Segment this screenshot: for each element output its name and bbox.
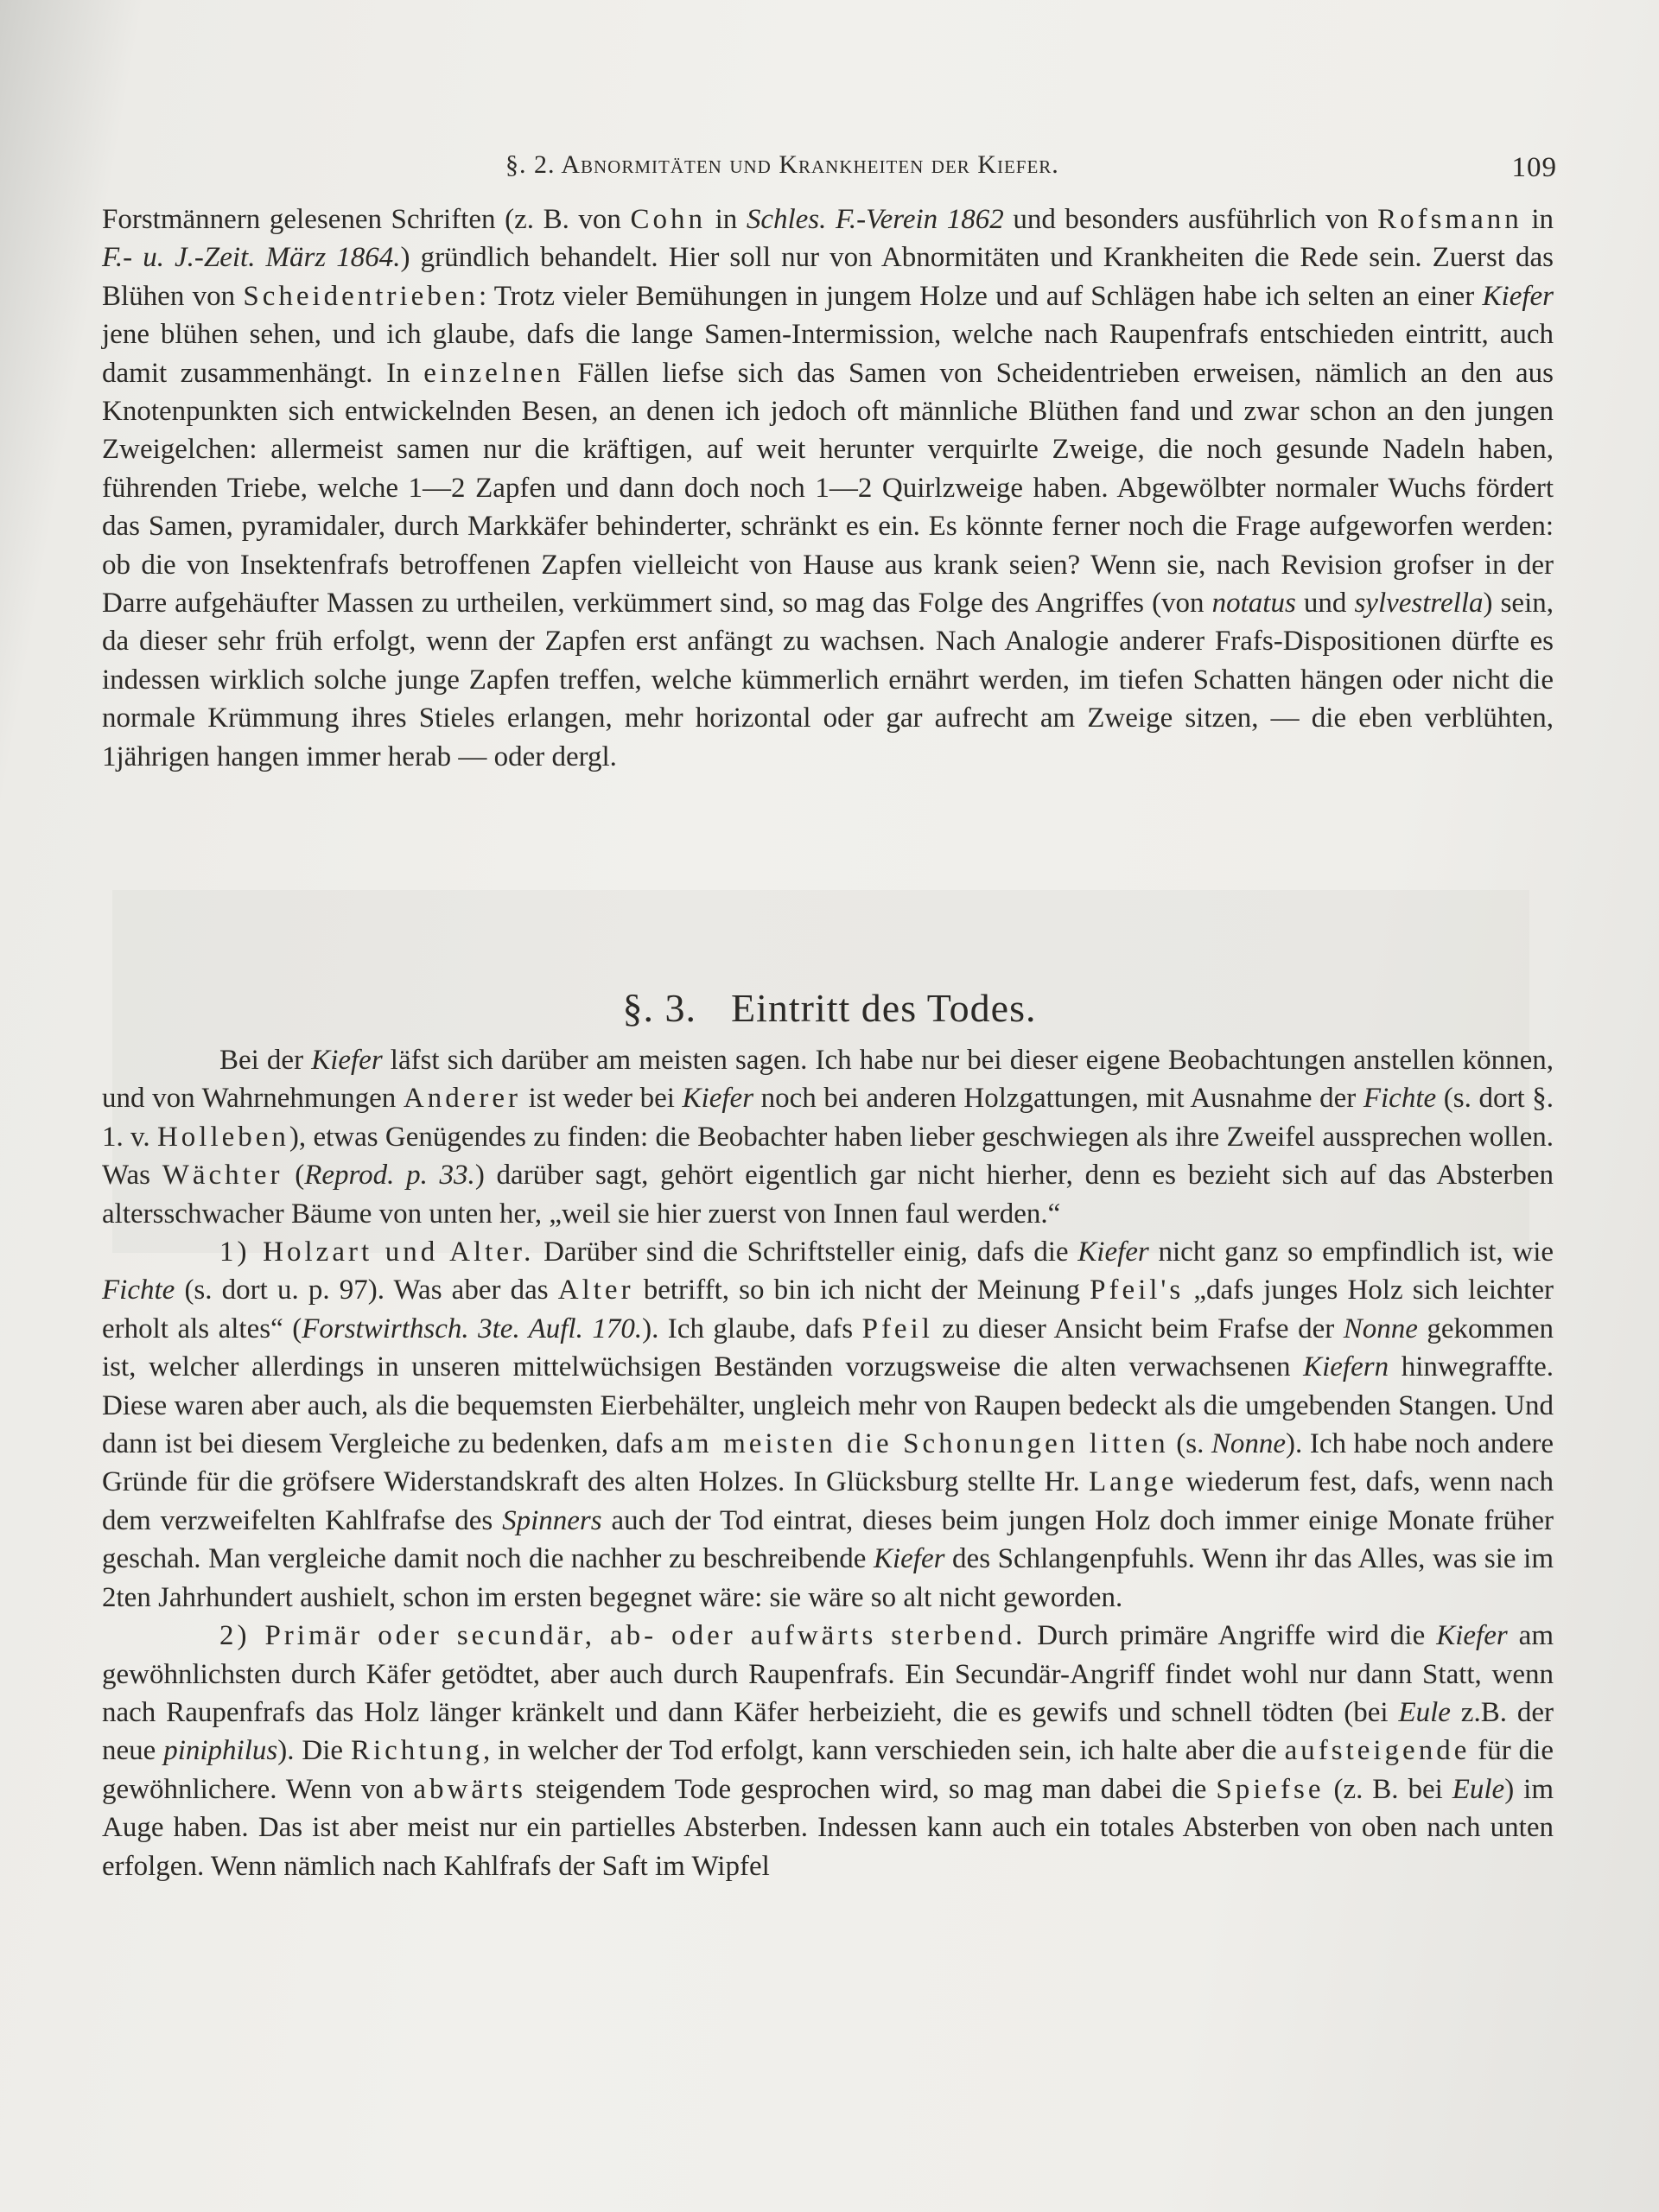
term-notatus: notatus bbox=[1211, 588, 1296, 620]
name-rossmann: Rofsmann bbox=[1377, 204, 1522, 235]
text-run: Durch primäre Angriffe wird die bbox=[1026, 1620, 1437, 1652]
text-run: ) darüber sagt, gehört eigentlich gar nicht hierher, denn es bezieht sich auf das Absterben altersschwacher Bäume von unten her, „weil sie hier zuerst von Innen faul werden.“ bbox=[102, 1160, 1554, 1230]
section-number: §. 3. bbox=[622, 986, 696, 1030]
reference: Forstwirthsch. 3te. Aufl. 170. bbox=[302, 1313, 643, 1344]
text-run: (s. dort u. p. 97). Was aber das bbox=[175, 1274, 558, 1306]
text-run: noch bei anderen Holzgattungen, mit Ausnahme der bbox=[753, 1083, 1363, 1115]
text-run: ). Ich glaube, dafs bbox=[642, 1313, 862, 1344]
name-lange: Lange bbox=[1088, 1466, 1178, 1498]
text-run: gekommen ist, welcher allerdings in unseren mittelwüchsigen Beständen vorzugsweise die alten verwachsenen bbox=[102, 1313, 1554, 1383]
term-anderer: Anderer bbox=[403, 1083, 521, 1115]
running-title: §. 2. Abnormitäten und Krankheiten der Kiefer. bbox=[505, 150, 1059, 179]
term-spinners: Spinners bbox=[502, 1504, 602, 1536]
term-kiefer: Kiefer bbox=[311, 1045, 383, 1076]
section-heading bbox=[0, 985, 1659, 1031]
paragraph bbox=[102, 1041, 1554, 1233]
text-run: z.B. der neue bbox=[102, 1696, 1554, 1767]
text-run: ) sein, da dieser sehr früh erfolgt, wenn der Zapfen erst anfängt zu wachsen. Nach Analogie anderer Frafs-Dispositionen dürfte es indessen wirklich solche junge Zapfen treffen, welche kümmerlich ernährt werden, im tiefen Schatten hängen oder nicht die normale Krümmung ihres Stieles erlangen, mehr horizontal oder gar aufrecht am Zweige sitzen, — die eben verblühten, 1jährigen hangen immer herab — oder dergl. bbox=[102, 588, 1554, 772]
subsection-label: 1) Holzart und Alter. bbox=[219, 1236, 535, 1268]
subsection-label: 2) Primär oder secundär, ab- oder aufwärts sterbend. bbox=[219, 1620, 1027, 1652]
term-eule: Eule bbox=[1452, 1773, 1505, 1805]
text-run: und bbox=[1295, 588, 1355, 620]
text-run: hinwegraffte. Diese waren aber auch, als die bequemsten Eierbehälter, ungleich mehr von Raupen bedeckt als die umgebenden Stangen. Und dann ist bei diesem Vergleiche zu bedenken, dafs bbox=[102, 1351, 1554, 1460]
text-run: ), etwas Genügendes zu finden: die Beobachter haben lieber geschwiegen als ihre Zweifel aussprechen wollen. Was bbox=[102, 1121, 1554, 1192]
text-run: nicht ganz so empfindlich ist, wie bbox=[1148, 1236, 1554, 1268]
text-run: Forstmännern gelesenen Schriften (z. B. von bbox=[102, 204, 631, 235]
text-run: zu dieser Ansicht beim Frafse der bbox=[932, 1313, 1344, 1344]
text-run: Fällen liefse sich das Samen von Scheidentrieben erweisen, nämlich an den aus Knotenpunkten sich entwickelnden Besen, an denen ich jedoch oft männliche Blüthen fand und zwar schon an den jungen Zweigelchen: allermeist samen nur die kräftigen, auf weit herunter verquirlte Zweige, die noch gesunde Nadeln haben, führenden Triebe, welche 1—2 Zapfen und dann doch noch 1—2 Quirlzweige haben. Abgewölbter normaler Wuchs fördert das Samen, pyramidaler, durch Markkäfer behinderter, schränkt es ein. Es könnte ferner noch die Frage aufgeworfen werden: ob die von Insektenfrafs betroffenen Zapfen vielleicht von Hause aus krank seien? Wenn sie, nach Revision grofser in der Darre aufgehäufter Massen zu urtheilen, verkümmert sind, so mag das Folge des Angriffes (von bbox=[102, 357, 1554, 620]
text-run: Darüber sind die Schriftsteller einig, dafs die bbox=[534, 1236, 1078, 1268]
term-scheidentrieben: Scheidentrieben bbox=[243, 280, 479, 312]
reference: Schles. F.-Verein 1862 bbox=[746, 204, 1004, 235]
text-run: ) gründlich behandelt. Hier soll nur von Abnormitäten und Krankheiten die Rede sein. Zuerst das Blühen von bbox=[102, 242, 1554, 312]
text-run: jene blühen sehen, und ich glaube, dafs die lange Samen-Intermission, welche nach Raupenfrafs entschieden eintritt, auch damit zusammenhängt. In bbox=[102, 319, 1554, 389]
text-run: (s. dort §. 1. v. bbox=[102, 1083, 1554, 1153]
continuation-paragraph bbox=[102, 200, 1554, 776]
emphasis-schonungen: am meisten die Schonungen litten bbox=[671, 1428, 1169, 1460]
term-kiefer: Kiefer bbox=[1077, 1236, 1149, 1268]
running-header bbox=[505, 145, 1557, 188]
text-run: ). Die bbox=[277, 1735, 351, 1767]
name-holleben: Holleben bbox=[156, 1121, 289, 1153]
text-run: „dafs junges Holz sich leichter erholt als altes“ ( bbox=[102, 1274, 1554, 1344]
text-run: Bei der bbox=[219, 1045, 312, 1076]
term-aufsteigende: aufsteigende bbox=[1284, 1735, 1471, 1767]
text-run: läfst sich darüber am meisten sagen. Ich habe nur bei dieser eigene Beobachtungen anstellen können, und von Wahrnehmungen bbox=[102, 1045, 1554, 1115]
term-fichte: Fichte bbox=[1363, 1083, 1437, 1115]
paragraph bbox=[102, 1233, 1554, 1617]
name-cohn: Cohn bbox=[630, 204, 706, 235]
text-run: in bbox=[706, 204, 747, 235]
term-fichte: Fichte bbox=[102, 1274, 175, 1306]
paragraph bbox=[102, 1617, 1554, 1885]
term-sylvestrella: sylvestrella bbox=[1354, 588, 1484, 620]
name-pfeil: Pfeil bbox=[861, 1313, 933, 1344]
term-kiefern: Kiefern bbox=[1303, 1351, 1389, 1383]
term-nonne: Nonne bbox=[1211, 1428, 1287, 1460]
reference: Reprod. p. 33. bbox=[304, 1160, 475, 1192]
text-run: auch der Tod eintrat, dieses beim jungen Holz doch immer einige Monate früher geschah. Man vergleiche damit noch die nachher zu beschreibende bbox=[102, 1504, 1554, 1575]
text-run: ( bbox=[283, 1160, 305, 1192]
name-waechter: Wächter bbox=[162, 1160, 283, 1192]
term-kiefer: Kiefer bbox=[1436, 1620, 1508, 1652]
section-title: Eintritt des Todes. bbox=[730, 986, 1037, 1030]
text-run: ist weder bei bbox=[520, 1083, 683, 1115]
term-piniphilus: piniphilus bbox=[163, 1735, 278, 1767]
text-run: (s. bbox=[1168, 1428, 1211, 1460]
term-kiefer: Kiefer bbox=[873, 1543, 945, 1575]
section-3-body bbox=[102, 1041, 1554, 1885]
term-kiefer: Kiefer bbox=[1482, 280, 1554, 312]
text-run: ) im Auge haben. Das ist aber meist nur ein partielles Absterben. Indessen kann auch ein totales Absterben von oben nach unten erfolgen. Wenn nämlich nach Kahlfrafs der Saft im Wipfel bbox=[102, 1773, 1554, 1882]
text-run: ). Ich habe noch andere Gründe für die gröfsere Widerstandskraft des alten Holzes. In Glücksburg stellte Hr. bbox=[102, 1428, 1554, 1498]
text-run: wiederum fest, dafs, wenn nach dem verzweifelten Kahlfrafse des bbox=[102, 1466, 1554, 1536]
text-run: für die gewöhnlichere. Wenn von bbox=[102, 1735, 1554, 1805]
text-run: in bbox=[1522, 204, 1554, 235]
text-run: am gewöhnlichsten durch Käfer getödtet, aber auch durch Raupenfrafs. Ein Secundär-Angriff findet wohl nur dann Statt, wenn nach Raupenfrafs das Holz länger kränkelt und dann Käfer herbeizieht, die es gewifs und schnell tödten (bei bbox=[102, 1620, 1554, 1728]
term-abwaerts: abwärts bbox=[413, 1773, 527, 1805]
name-pfeil: Pfeil's bbox=[1090, 1274, 1185, 1306]
text-run: , in welcher der Tod erfolgt, kann verschieden sein, ich halte aber die bbox=[482, 1735, 1285, 1767]
reference: F.- u. J.-Zeit. März 1864. bbox=[102, 242, 401, 274]
term-einzelnen: einzelnen bbox=[423, 357, 564, 389]
text-run: des Schlangenpfuhls. Wenn ihr das Alles, was sie im 2ten Jahrhundert aushielt, schon im ersten begegnet wäre: sie wäre so alt nicht geworden. bbox=[102, 1543, 1554, 1613]
term-kiefer: Kiefer bbox=[682, 1083, 754, 1115]
text-run: : Trotz vieler Bemühungen in jungem Holze und auf Schlägen habe ich selten an einer bbox=[478, 280, 1483, 312]
term-richtung: Richtung bbox=[350, 1735, 483, 1767]
text-run: und besonders ausführlich von bbox=[1003, 204, 1378, 235]
term-alter: Alter bbox=[557, 1274, 634, 1306]
text-run: (z. B. bei bbox=[1324, 1773, 1452, 1805]
term-spiesse: Spiefse bbox=[1216, 1773, 1325, 1805]
text-run: betrifft, so bin ich nicht der Meinung bbox=[633, 1274, 1090, 1306]
page-number: 109 bbox=[1511, 152, 1557, 183]
term-nonne: Nonne bbox=[1343, 1313, 1418, 1344]
paragraph bbox=[102, 200, 1554, 776]
text-run: steigendem Tode gesprochen wird, so mag man dabei die bbox=[526, 1773, 1217, 1805]
term-eule: Eule bbox=[1398, 1696, 1451, 1728]
